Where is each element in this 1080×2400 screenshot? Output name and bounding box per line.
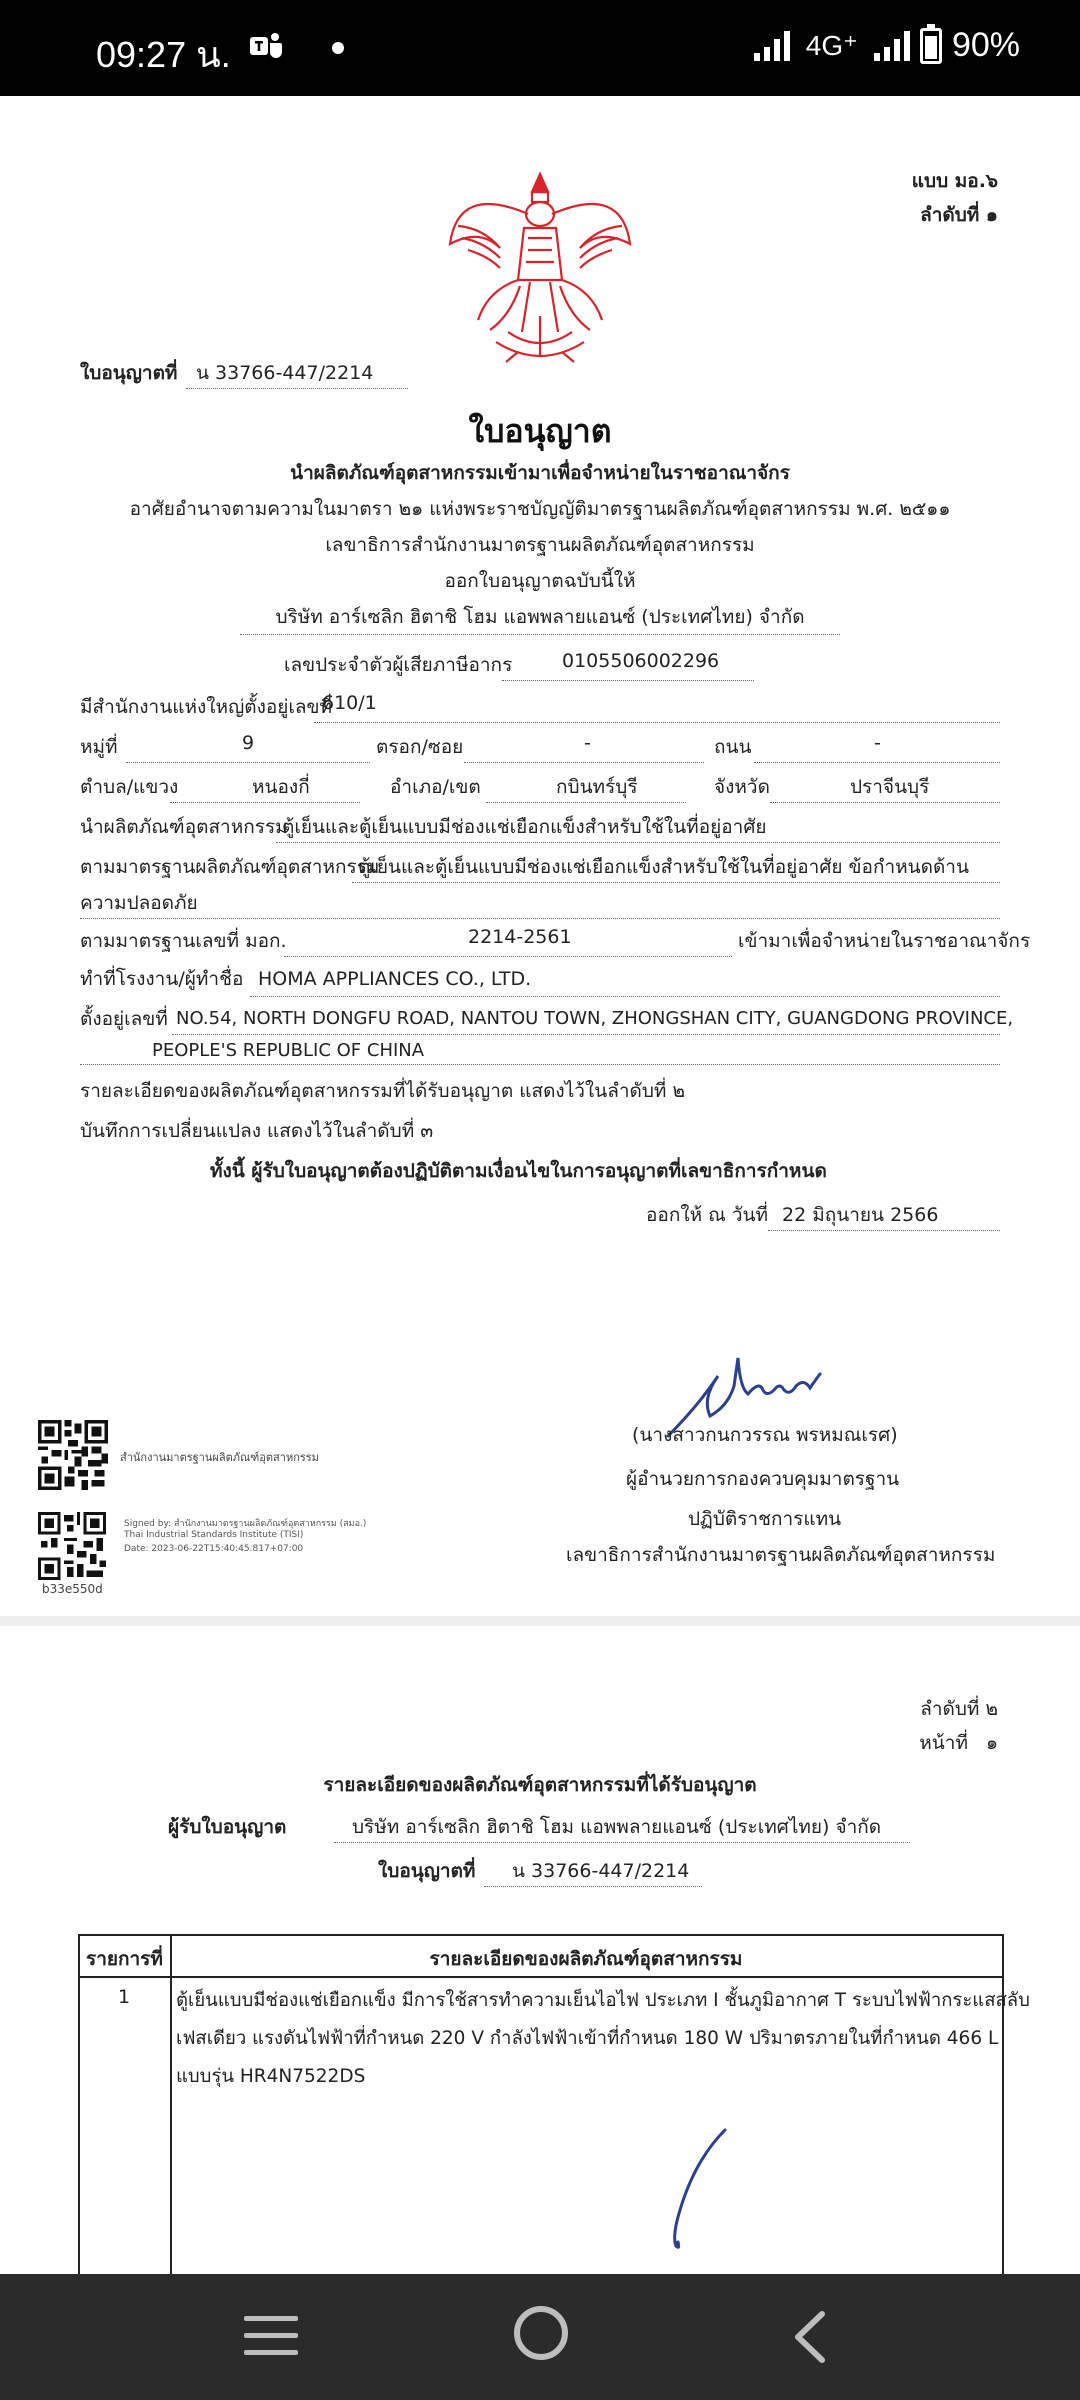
table-row-line-1: ตู้เย็นแบบมีช่องแช่เยือกแข็ง มีการใช้สารทำความเย็นไอไฟ ประเภท I ชั้นภูมิอากาศ T ระบบไฟฟ้ากระแสสลับ [176, 1990, 1030, 2011]
battery-percent: 90% [951, 26, 1020, 64]
qr-code [38, 1420, 108, 1490]
hq-no: 610/1 [322, 692, 377, 714]
license-no-label: ใบอนุญาตที่ [80, 362, 178, 384]
road: - [874, 732, 881, 754]
details-note: รายละเอียดของผลิตภัณฑ์อุตสาหกรรมที่ได้รับอนุญาต แสดงไว้ในลำดับที่ ๒ [80, 1080, 685, 1102]
factory-name: HOMA APPLIANCES CO., LTD. [258, 968, 532, 990]
address-label: ตั้งอยู่เลขที่ [80, 1008, 168, 1030]
page2-page-label: หน้าที่ [919, 1732, 968, 1754]
network-type: 4G⁺ [805, 30, 858, 61]
province-label: จังหวัด [714, 776, 770, 798]
product-label: นำผลิตภัณฑ์อุตสาหกรรม [80, 816, 288, 838]
home-icon[interactable] [514, 2306, 568, 2360]
issuer-line: เลขาธิการสำนักงานมาตรฐานผลิตภัณฑ์อุตสาหกรรม [325, 534, 755, 556]
tax-id-label: เลขประจำตัวผู้เสียภาษีอากร [284, 654, 513, 676]
table-row-line-3: แบบรุ่น HR4N7522DS [176, 2066, 366, 2087]
moo-label: หมู่ที่ [80, 736, 118, 758]
menu-icon[interactable] [244, 2316, 298, 2358]
navigation-bar [0, 2274, 1080, 2400]
issued-date: 22 มิถุนายน 2566 [782, 1204, 939, 1226]
subdistrict-label: ตำบล/แขวง [80, 776, 179, 798]
tax-id: 0105506002296 [562, 650, 720, 672]
signer-name: (นางสาวกนกวรรณ พรหมณเรศ) [632, 1424, 898, 1446]
document-title: ใบอนุญาต [468, 412, 612, 450]
battery-icon [920, 28, 942, 64]
issue-line: ออกใบอนุญาตฉบับนี้ให้ [444, 570, 636, 592]
product: ตู้เย็นและตู้เย็นแบบมีช่องแช่เยือกแข็งสำหรับใช้ในที่อยู่อาศัย [282, 816, 767, 838]
signer-title-2: ปฏิบัติราชการแทน [688, 1508, 842, 1530]
status-icons [754, 26, 1020, 65]
page2-page-no: ๑ [985, 1732, 998, 1754]
import-label: เข้ามาเพื่อจำหน่ายในราชอาณาจักร [738, 930, 1031, 952]
col-item-header: รายการที่ [86, 1948, 163, 1970]
condition-note: ทั้งนี้ ผู้รับใบอนุญาตต้องปฏิบัติตามเงื่อนไขในการอนุญาตที่เลขาธิการกำหนด [210, 1160, 827, 1182]
tis-label: ตามมาตรฐานเลขที่ มอก. [80, 930, 287, 952]
signed-org: Thai Industrial Standards Institute (TISI) [124, 1530, 304, 1540]
standard-line-1: ตู้เย็นและตู้เย็นแบบมีช่องแช่เยือกแข็งสำหรับใช้ในที่อยู่อาศัย ข้อกำหนดด้าน [358, 856, 969, 878]
license-page-2 [0, 1626, 1080, 2274]
page2-sequence: ลำดับที่ ๒ [920, 1698, 998, 1720]
hq-label: มีสำนักงานแห่งใหญ่ตั้งอยู่เลขที่ [80, 696, 333, 718]
col-detail-header: รายละเอียดของผลิตภัณฑ์อุตสาหกรรม [429, 1948, 743, 1970]
signal-icon [754, 31, 790, 61]
moo: 9 [242, 732, 255, 754]
qr-code-id: b33e550d [42, 1582, 103, 1596]
clock: 09:27 น. [96, 34, 231, 75]
factory-label: ทำที่โรงงาน/ผู้ทำชื่อ [80, 968, 244, 990]
teams-icon [248, 28, 284, 64]
garuda-emblem [448, 166, 632, 366]
subdistrict: หนองกี่ [252, 776, 310, 798]
address-line-2: PEOPLE'S REPUBLIC OF CHINA [152, 1040, 425, 1061]
page2-license-no: น 33766-447/2214 [512, 1860, 690, 1882]
province: ปราจีนบุรี [850, 776, 930, 798]
issued-label: ออกให้ ณ วันที่ [646, 1204, 769, 1226]
address-line-1: NO.54, NORTH DONGFU ROAD, NANTOU TOWN, ZHONGSHAN CITY, GUANGDONG PROVINCE, [176, 1008, 1014, 1029]
form-code: แบบ มอ.๖ [911, 170, 998, 192]
notification-dot [332, 42, 344, 54]
license-no: น 33766-447/2214 [196, 362, 374, 384]
page2-license-label: ใบอนุญาตที่ [378, 1860, 476, 1882]
qr-caption: สำนักงานมาตรฐานผลิตภัณฑ์อุตสาหกรรม [120, 1451, 319, 1464]
document-subtitle: นำผลิตภัณฑ์อุตสาหกรรมเข้ามาเพื่อจำหน่ายในราชอาณาจักร [290, 462, 790, 484]
signed-date: Date: 2023-06-22T15:40:45.817+07:00 [124, 1544, 304, 1554]
signer-title-1: ผู้อำนวยการกองควบคุมมาตรฐาน [626, 1468, 900, 1490]
product-table [78, 1934, 1030, 2274]
company-name: บริษัท อาร์เซลิก ฮิตาชิ โฮม แอพพลายแอนซ์ (ประเทศไทย) จำกัด [275, 606, 805, 628]
holder-name: บริษัท อาร์เซลิก ฮิตาชิ โฮม แอพพลายแอนซ์ (ประเทศไทย) จำกัด [352, 1816, 882, 1838]
road-label: ถนน [714, 736, 752, 758]
table-row-number: 1 [118, 1986, 131, 2008]
legal-line: อาศัยอำนาจตามความในมาตรา ๒๑ แห่งพระราชบัญญัติมาตรฐานผลิตภัณฑ์อุตสาหกรรม พ.ศ. ๒๕๑๑ [129, 498, 951, 520]
district-label: อำเภอ/เขต [390, 776, 481, 798]
signed-by: Signed by: สำนักงานมาตรฐานผลิตภัณฑ์อุตสาหกรรม (สมอ.) [124, 1519, 367, 1529]
signer-title-3: เลขาธิการสำนักงานมาตรฐานผลิตภัณฑ์อุตสาหกรรม [566, 1544, 996, 1566]
signal-icon [874, 31, 910, 61]
tis-no: 2214-2561 [468, 926, 572, 948]
standard-line-2: ความปลอดภัย [80, 892, 198, 914]
license-page-1 [0, 96, 1080, 1616]
soi: - [584, 732, 591, 754]
page2-title: รายละเอียดของผลิตภัณฑ์อุตสาหกรรมที่ได้รับอนุญาต [323, 1774, 757, 1796]
changes-note: บันทึกการเปลี่ยนแปลง แสดงไว้ในลำดับที่ ๓ [80, 1120, 434, 1142]
standard-label: ตามมาตรฐานผลิตภัณฑ์อุตสาหกรรม [80, 856, 380, 878]
back-icon[interactable] [790, 2310, 830, 2364]
page-separator [0, 1616, 1080, 1626]
soi-label: ตรอก/ซอย [376, 736, 464, 758]
district: กบินทร์บุรี [556, 776, 638, 798]
sequence-label: ลำดับที่ ๑ [920, 204, 998, 226]
holder-label: ผู้รับใบอนุญาต [168, 1816, 287, 1838]
qr-code-signature [38, 1512, 106, 1580]
table-row-line-2: เฟสเดียว แรงดันไฟฟ้าที่กำหนด 220 V กำลังไฟฟ้าเข้าที่กำหนด 180 W ปริมาตรภายในที่กำหนด 466 L [176, 2028, 999, 2049]
signature [650, 2122, 740, 2262]
status-bar [0, 0, 1080, 96]
